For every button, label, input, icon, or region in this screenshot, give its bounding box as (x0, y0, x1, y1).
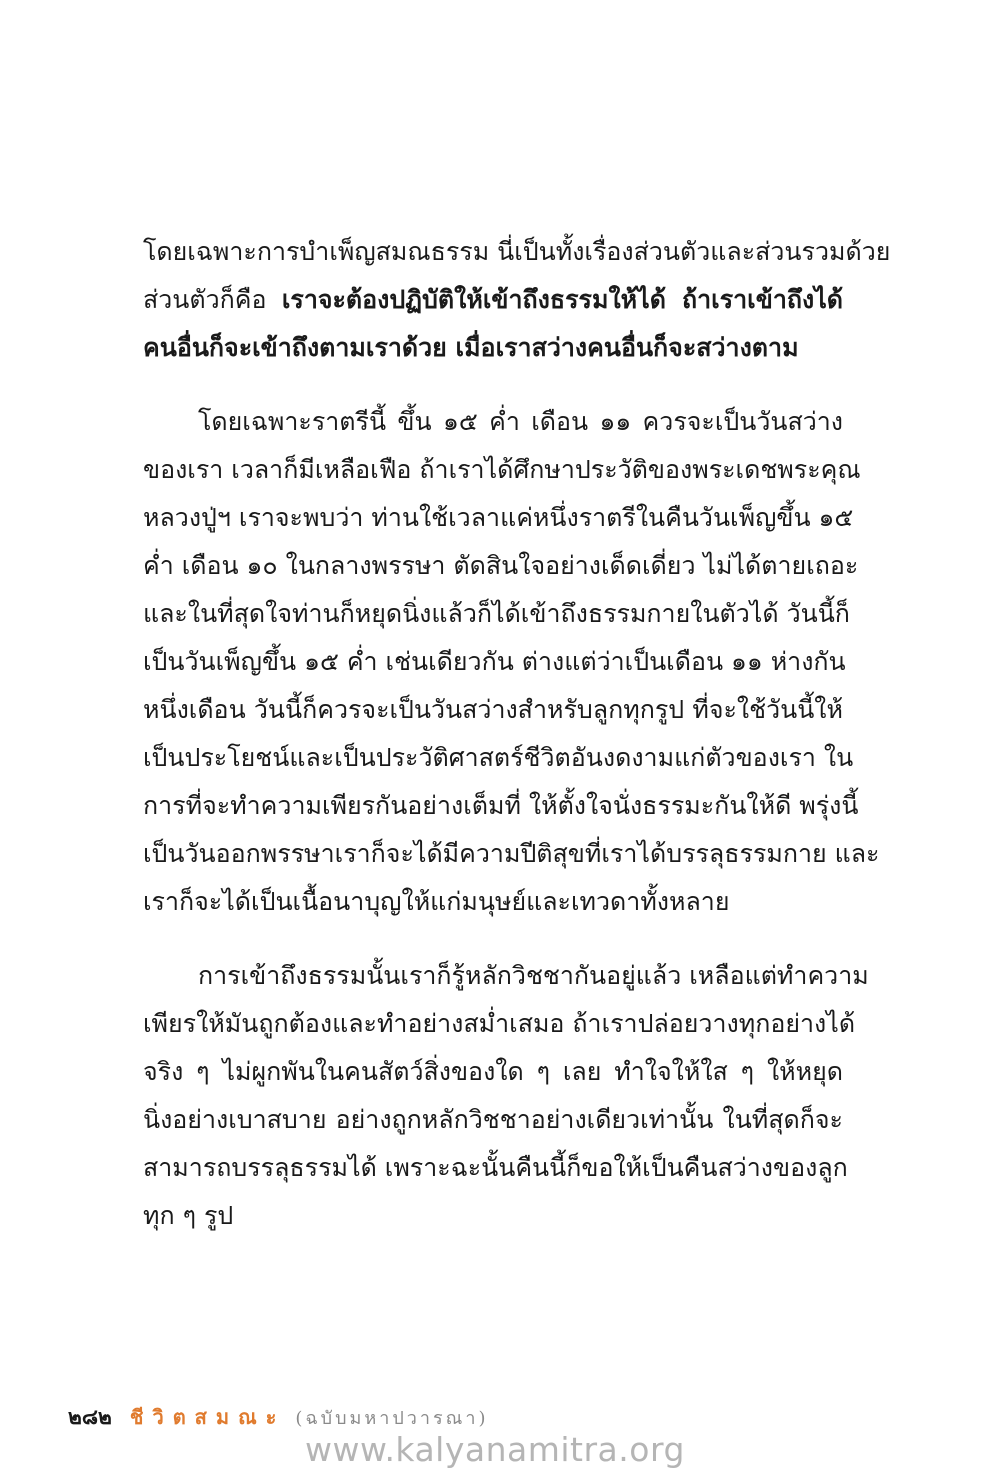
book-edition: (ฉบับมหาปวารณา) (295, 1408, 489, 1429)
paragraph-line: คนอื่นก็จะเข้าถึงตามเราด้วย เมื่อเราสว่างคนอื่นก็จะสว่างตาม (143, 333, 799, 362)
paragraph-line: หลวงปู่ฯ เราจะพบว่า ท่านใช้เวลาแค่หนึ่งราตรีในคืนวันเพ็ญขึ้น ๑๕ (143, 503, 854, 532)
paragraph-line: การเข้าถึงธรรมนั้นเราก็รู้หลักวิชชากันอยู่แล้ว เหลือแต่ทำความ (198, 961, 869, 990)
paragraph-line: นิ่งอย่างเบาสบาย อย่างถูกหลักวิชชาอย่างเดียวเท่านั้น ในที่สุดก็จะ (143, 1105, 843, 1134)
paragraph-1 (143, 228, 891, 372)
paragraph-line: เพียรให้มันถูกต้องและทำอย่างสม่ำเสมอ ถ้าเราปล่อยวางทุกอย่างได้ (143, 1009, 856, 1038)
website-watermark: www.kalyanamitra.org (305, 1430, 685, 1469)
paragraph-line: เราก็จะได้เป็นเนื้อนาบุญให้แก่มนุษย์และเทวดาทั้งหลาย (143, 887, 730, 916)
paragraph-2 (143, 398, 880, 926)
paragraph-line: การที่จะทำความเพียรกันอย่างเต็มที่ ให้ตั้งใจนั่งธรรมะกันให้ดี พรุ่งนี้ (143, 791, 859, 820)
paragraph-line: ทุก ๆ รูป (143, 1201, 234, 1230)
paragraph-line: หนึ่งเดือน วันนี้ก็ควรจะเป็นวันสว่างสำหรับลูกทุกรูป ที่จะใช้วันนี้ให้ (143, 695, 843, 724)
paragraph-line (143, 276, 843, 324)
paragraph-line: โดยเฉพาะราตรีนี้ ขึ้น ๑๕ ค่ำ เดือน ๑๑ ควรจะเป็นวันสว่าง (198, 407, 843, 436)
paragraph-line: เป็นวันออกพรรษาเราก็จะได้มีความปีติสุขที่เราได้บรรลุธรรมกาย และ (143, 839, 880, 868)
paragraph-line: จริง ๆ ไม่ผูกพันในคนสัตว์สิ่งของใด ๆ เลย ทำใจให้ใส ๆ ให้หยุด (143, 1057, 843, 1086)
book-title: ชีวิตสมณะ (129, 1405, 286, 1429)
paragraph-line: เป็นวันเพ็ญขึ้น ๑๕ ค่ำ เช่นเดียวกัน ต่างแต่ว่าเป็นเดือน ๑๑ ห่างกัน (143, 647, 846, 676)
paragraph-line: สามารถบรรลุธรรมได้ เพราะฉะนั้นคืนนี้ก็ขอให้เป็นคืนสว่างของลูก (143, 1153, 848, 1182)
paragraph-line: โดยเฉพาะการบำเพ็ญสมณธรรม นี่เป็นทั้งเรื่องส่วนตัวและส่วนรวมด้วย (143, 237, 891, 266)
paragraph-line: ของเรา เวลาก็มีเหลือเฟือ ถ้าเราได้ศึกษาประวัติของพระเดชพระคุณ (143, 455, 861, 484)
page-footer (68, 1400, 489, 1434)
paragraph-3 (143, 952, 869, 1240)
line-text: ส่วนตัวก็คือ (143, 285, 282, 314)
page-number: ๒๘๒ (68, 1405, 112, 1429)
paragraph-line: เป็นประโยชน์และเป็นประวัติศาสตร์ชีวิตอันงดงามแก่ตัวของเรา ใน (143, 743, 854, 772)
paragraph-line: ค่ำ เดือน ๑๐ ในกลางพรรษา ตัดสินใจอย่างเด็ดเดี่ยว ไม่ได้ตายเถอะ (143, 551, 859, 580)
paragraph-line: และในที่สุดใจท่านก็หยุดนิ่งแล้วก็ได้เข้าถึงธรรมกายในตัวได้ วันนี้ก็ (143, 599, 850, 628)
emphasis-text: เราจะต้องปฏิบัติให้เข้าถึงธรรมให้ได้ ถ้าเราเข้าถึงได้ (281, 285, 844, 314)
